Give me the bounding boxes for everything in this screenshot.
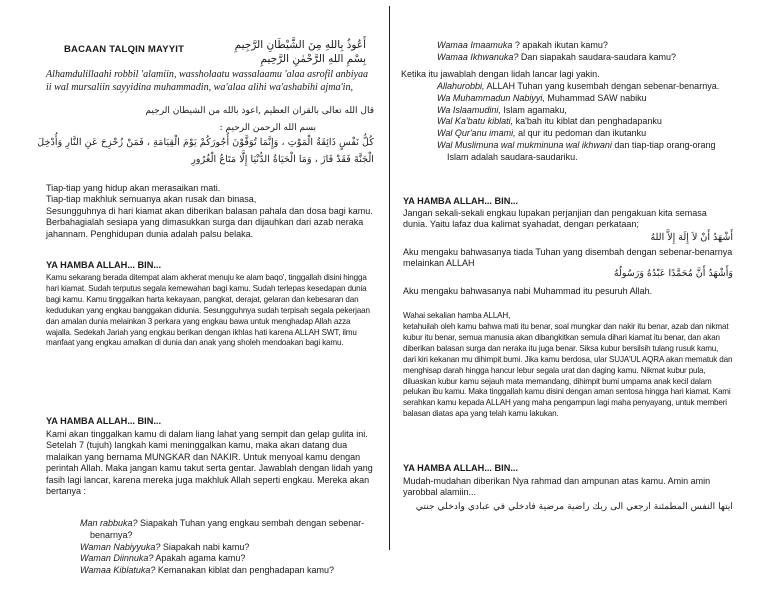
section-body-3: Jangan sekali-sekali engkau lupakan perjanjian dan pengakuan kita semasa dunia. Yaitu lafaz dua kalimat syahadat, dengan perkataan; [403, 208, 707, 230]
arabic-shahada-2: وَأَشْهَدُ أَنَّ مُحَمَّدًا عَبْدُهُ وَرَسُولُهُ [613, 268, 733, 279]
section-body-1: Kamu sekarang berada ditempat alam akherat menuju ke alam baqo', tinggallah disini hingga hari kiamat. Sudah terputus segala kemewahan bagi kamu. Sudah terlepas kesedapan dunia bagi kamu. Kamu tinggalkan harta kekayaan, pangkat, derajat, gelaran dan kebesaran dan kedudukan yang engkau banggakan didunia. Sesungguhnya sudah terpisah segala pekerjaan dan amalan dunia melainkan 3 perkara yang engkau bawa untuk menghadap Allah azza wajalla. Sedekah Jariah yang engkau berikan dengan ikhlas hati karena ALLAH SWT, ilmu manfaat yang engkau amalkan di dunia dan anak yang sholeh mendoakan bagi kamu. [46, 273, 370, 348]
translation-line-2: Tiap-tiap makhluk semuanya akan rusak dan binasa, [46, 194, 257, 205]
translation-line-1: Tiap-tiap yang hidup akan merasaikan mati. [46, 183, 221, 193]
answer-intro: Ketika itu jawablah dengan lidah lancar lagi yakin. [401, 69, 600, 79]
section-heading-1: YA HAMBA ALLAH... BIN... [46, 260, 162, 270]
arabic-basmalah: بِسْمِ اللهِ الرَّحْمٰنِ الرَّحِيمِ [260, 53, 366, 65]
closing-prayer: Mudah-mudahan diberikan Nya rahmad dan ampunan atas kamu. Amin amin yarobbal alamiin... [403, 476, 711, 498]
opening-latin: Alhamdulillaahi robbil 'alamiin, wassholaatu wassalaamu 'alaa asrofil anbiyaa ii wal mursaliin sayyidina muhammadin, wa'alaa alihi wa'ashabihi ajma'in, [46, 69, 369, 93]
page-title: BACAAN TALQIN MAYYIT [64, 44, 185, 55]
question-item: Wamaa Imaamuka ? apakah ikutan kamu? [437, 40, 608, 50]
question-item: Man rabbuka? Siapakah Tuhan yang engkau sembah dengan sebenar-benarnya? [80, 518, 365, 540]
answer-item: Wa Islaamudini, Islam agamaku, [437, 104, 567, 115]
question-list [46, 518, 376, 577]
question-item: Waman Nabiyyuka? Siapakah nabi kamu? [80, 541, 250, 552]
answer-item: Wal Ka'batu kiblati, ka'bah itu kiblat dan penghadapanku [437, 116, 662, 127]
answer-list [403, 81, 733, 164]
section-body-4: ketahuilah oleh kamu bahwa mati itu benar, soal mungkar dan nakir itu benar, azab dan nikmat kubur itu benar, semua manusia akan dibangkitkan semula dihari kiamat itu benar, dan akan diberikan balasan surga dan neraka itu juga benar. Siksa kubur bersilsih tulang rusuk kamu, dari kiri kekanan mu dihimpit bumi. Jika kamu berdosa, ular SUJA'UL AQRA akan mematuk dan menghisap darah hingga hancur lebur segala urat dan daging kamu. Nikmat kubur pula, diluaskan kubur kamu sejauh mata memandang, dihimpit bumi umpama anak kecil dalam pelukan ibu kamu. Maka tinggallah kamu disini dengan aman sentosa hingga hari kiamat. Kami serahkan kamu kepada ALLAH yang maha pengampun lagi maha penyayang, untuk memberi balasan diatas apa yang telah kamu lakukan. [403, 322, 733, 419]
question-item: Wamaa Ikhwanuka? Dan siapakah saudara-saudara kamu? [437, 51, 676, 62]
arabic-qala: قال الله تعالى بالقران العظيم ,اعوذ بالله من الشيطان الرجيم [145, 106, 374, 116]
arabic-verse-line-1: كُلُّ نَفْسٍ ذَائِقَةُ الْمَوْتِ ، وَإِنَّمَا تُوَفَّوْنَ أُجُورَكُمْ يَوْمَ الْقِيَامَةِ ، فَمَنْ زُحْزِحَ عَنِ النَّارِ وَأُدْخِلَ [37, 137, 374, 148]
question-item: Wamaa Kiblatuka? Kemanakan kiblat dan penghadapan kamu? [80, 565, 335, 576]
section-heading-2: YA HAMBA ALLAH... BIN... [46, 416, 162, 426]
shahada-translation-1: Aku mengaku bahwasanya tiada Tuhan yang disembah dengan sebenar-benarnya melainkan ALLAH [403, 247, 733, 269]
question-list-continued [403, 40, 733, 64]
arabic-bismillah: بسم الله الرحمن الرحيم : [219, 123, 316, 133]
section-heading-3: YA HAMBA ALLAH... BIN... [403, 196, 519, 206]
question-item: Waman Diinnuka? Apakah agama kamu? [80, 553, 246, 564]
column-divider [389, 6, 390, 550]
block-3-title: Wahai sekalian hamba ALLAH, [403, 311, 511, 320]
answer-item: Wal Muslimuna wal mukminuna wal ikhwani dan tiap-tiap orang-orang Islam adalah saudara-saudariku. [437, 139, 716, 162]
arabic-taawudz: أَعُوذُ بِاللهِ مِنَ الشَّيْطَانِ الرَّجِيمِ [234, 39, 366, 51]
verse-translation [46, 183, 376, 240]
arabic-verse-line-2: الْجَنَّةَ فَقَدْ فَازَ ، وَمَا الْحَيَاةُ الدُّنْيَا إِلَّا مَتَاعُ الْغُرُورِ [191, 154, 374, 165]
arabic-closing: ايتها النفس المطمئنة ارجعي الى ربك راضية مرضية فادخلي في عبادي وادخلي جنتي [415, 501, 733, 512]
answer-item: Wal Qur'anu imami, al qur itu pedoman dan ikutanku [437, 128, 647, 139]
answer-item: Allahurobbi, ALLAH Tuhan yang kusembah dengan sebenar-benarnya. [437, 81, 720, 91]
section-heading-4: YA HAMBA ALLAH... BIN... [403, 463, 519, 473]
translation-line-3: Sesungguhnya di hari kiamat akan diberikan balasan pahala dan dosa bagi kamu. Berbahagialah sesiapa yang dimasukkan surga dan dijauhkan dari azab neraka jahannam. Penghidupan dunia adalah palsu belaka. [46, 205, 373, 239]
answer-item: Wa Muhammadun Nabiyyi, Muhammad SAW nabiku [437, 92, 647, 103]
arabic-shahada-1: أَشْهَدُ أَنْ لاَ إِلَهَ إِلاَّ اللهُ [650, 232, 733, 243]
shahada-translation-2: Aku mengaku bahwasanya nabi Muhammad itu pesuruh Allah. [403, 286, 653, 296]
section-body-2: Kami akan tinggalkan kamu di dalam liang lahat yang sempit dan gelap gulita ini. Setelah 7 (tujuh) langkah kami meninggalkan kamu, maka akan datang dua malaikan yang bernama MUNGKAR dan NAKIR. Untuk menyoal kamu dengan perintah Allah. Maka jangan kamu takut serta gentar. Jawablah dengan lidah yang fasih lagi lancar, karena mereka juga makhluk Allah seperti engkau. Mereka akan bertanya : [46, 429, 373, 497]
